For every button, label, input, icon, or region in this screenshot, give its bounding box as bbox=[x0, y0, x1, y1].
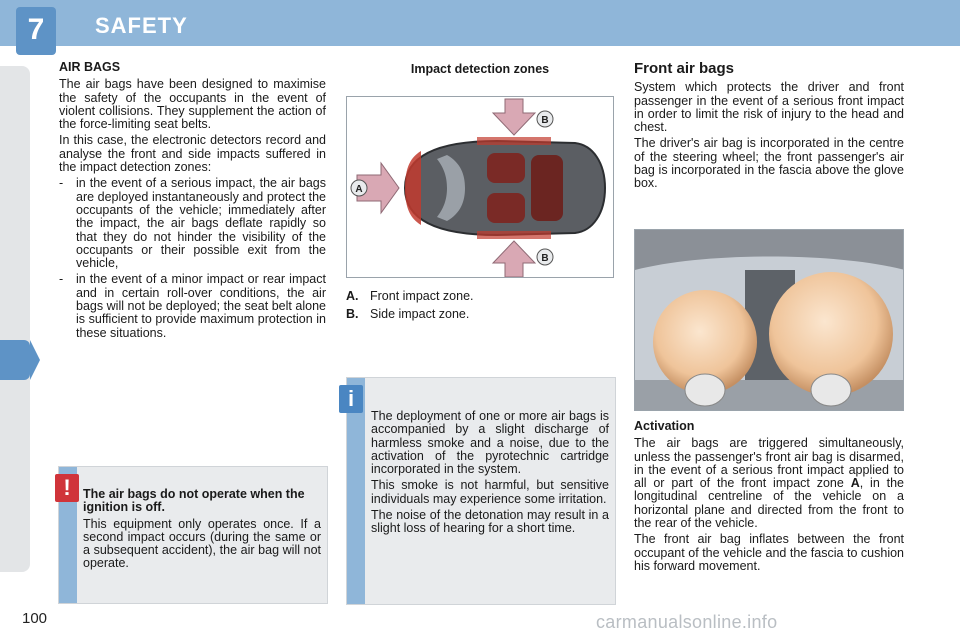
right-column-top bbox=[634, 62, 904, 194]
label-b-top: B bbox=[541, 115, 549, 126]
legend-key-b: B. bbox=[346, 307, 359, 321]
activation-paragraph-2: The front air bag inflates between the front occupant of the vehicle and the fascia to cushion his forward movement. bbox=[634, 532, 904, 573]
page-title: SAFETY bbox=[95, 13, 188, 38]
driver-dummy-head bbox=[685, 374, 725, 406]
warning-icon: ! bbox=[55, 474, 79, 502]
passenger-dummy-head bbox=[811, 374, 851, 406]
info-box-content bbox=[371, 410, 609, 539]
bullet-text-minor-impact: in the event of a minor impact or rear impact and in certain roll-over conditions, the air bags will not be deployed; the seat belt alone is sufficient to provide maximum protection in these situations. bbox=[76, 272, 326, 340]
legend-row-a bbox=[346, 287, 474, 305]
car-top-view-illustration bbox=[347, 97, 614, 278]
airbag-deployment-illustration bbox=[635, 230, 904, 411]
legend-row-b bbox=[346, 305, 474, 323]
impact-legend bbox=[346, 287, 474, 323]
list-item bbox=[59, 273, 326, 339]
list-item bbox=[59, 177, 326, 270]
activation-text-before: The air bags are triggered simultaneously, unless the passenger's front air bag is disarmed, in the event of a serious front impact applied to all or part of the front impact zone bbox=[634, 436, 904, 491]
side-impact-glow-top bbox=[477, 137, 551, 145]
airbags-heading: AIR BAGS bbox=[59, 60, 121, 74]
activation-text-after: , in the longitudinal centreline of the vehicle on a horizontal plane and directed from the front to the rear of the vehicle. bbox=[634, 476, 904, 531]
airbag-deployment-figure bbox=[634, 229, 904, 411]
rear-seat bbox=[531, 155, 563, 221]
label-a: A bbox=[355, 184, 363, 195]
info-paragraph-noise: The noise of the detonation may result in a slight loss of hearing for a short time. bbox=[371, 508, 609, 536]
front-seat-left bbox=[487, 153, 525, 183]
info-icon: i bbox=[339, 385, 363, 413]
activation-paragraph-1 bbox=[634, 437, 904, 530]
side-impact-glow-bottom bbox=[477, 231, 551, 239]
airbags-detectors-paragraph: In this case, the electronic detectors record and analyse the front and side impacts suffered in the impact detection zones: bbox=[59, 133, 326, 175]
info-paragraph-smoke: The deployment of one or more air bags is accompanied by a slight discharge of harmless smoke and a noise, due to the activation of the pyrotechnic cartridge incorporated in the system. bbox=[371, 409, 609, 477]
front-seat-right bbox=[487, 193, 525, 223]
legend-text-b: Side impact zone. bbox=[370, 307, 470, 321]
left-column bbox=[59, 61, 326, 343]
warning-box-content bbox=[83, 488, 321, 574]
right-column-bottom bbox=[634, 420, 904, 576]
front-airbags-paragraph-1: System which protects the driver and front passenger in the event of a serious front impact in order to limit the risk of injury to the head and chest. bbox=[634, 80, 904, 135]
airbags-intro-paragraph: The air bags have been designed to maximise the safety of the occupants in the event of violent collisions. They supplement the action of the force-limiting seat belts. bbox=[59, 77, 326, 132]
watermark: carmanualsonline.info bbox=[596, 612, 778, 632]
activation-zone-key: A bbox=[850, 476, 860, 491]
impact-figure-title: Impact detection zones bbox=[410, 62, 550, 76]
warning-heading: The air bags do not operate when the ignition is off. bbox=[83, 487, 305, 515]
page-number: 100 bbox=[22, 610, 48, 627]
front-airbags-heading: Front air bags bbox=[634, 60, 735, 77]
bullet-dash: - bbox=[59, 272, 64, 287]
warning-text: This equipment only operates once. If a second impact occurs (during the same or a subsequent accident), the air bag will not operate. bbox=[83, 516, 321, 571]
label-b-bottom: B bbox=[541, 253, 549, 264]
bullet-dash: - bbox=[59, 176, 64, 191]
side-strip bbox=[0, 66, 30, 572]
chapter-side-tab-arrow bbox=[30, 340, 40, 380]
activation-heading: Activation bbox=[634, 419, 695, 433]
chapter-side-tab bbox=[0, 340, 30, 380]
impact-figure bbox=[346, 96, 614, 278]
bullet-text-serious-impact: in the event of a serious impact, the air bags are deployed instantaneously and protect the occupants of the vehicle; immediately after the impact, the air bags deflate rapidly so that they do not hinder the visibility of the occupants or their possible exit from the vehicle, bbox=[76, 176, 326, 271]
chapter-number-tab: 7 bbox=[16, 7, 56, 55]
info-paragraph-harmless: This smoke is not harmful, but sensitive individuals may experience some irritation. bbox=[371, 478, 609, 506]
front-airbags-paragraph-2: The driver's air bag is incorporated in the centre of the steering wheel; the front passenger's air bag is incorporated in the fascia above the glove box. bbox=[634, 136, 904, 191]
legend-text-a: Front impact zone. bbox=[370, 289, 474, 303]
legend-key-a: A. bbox=[346, 289, 359, 303]
